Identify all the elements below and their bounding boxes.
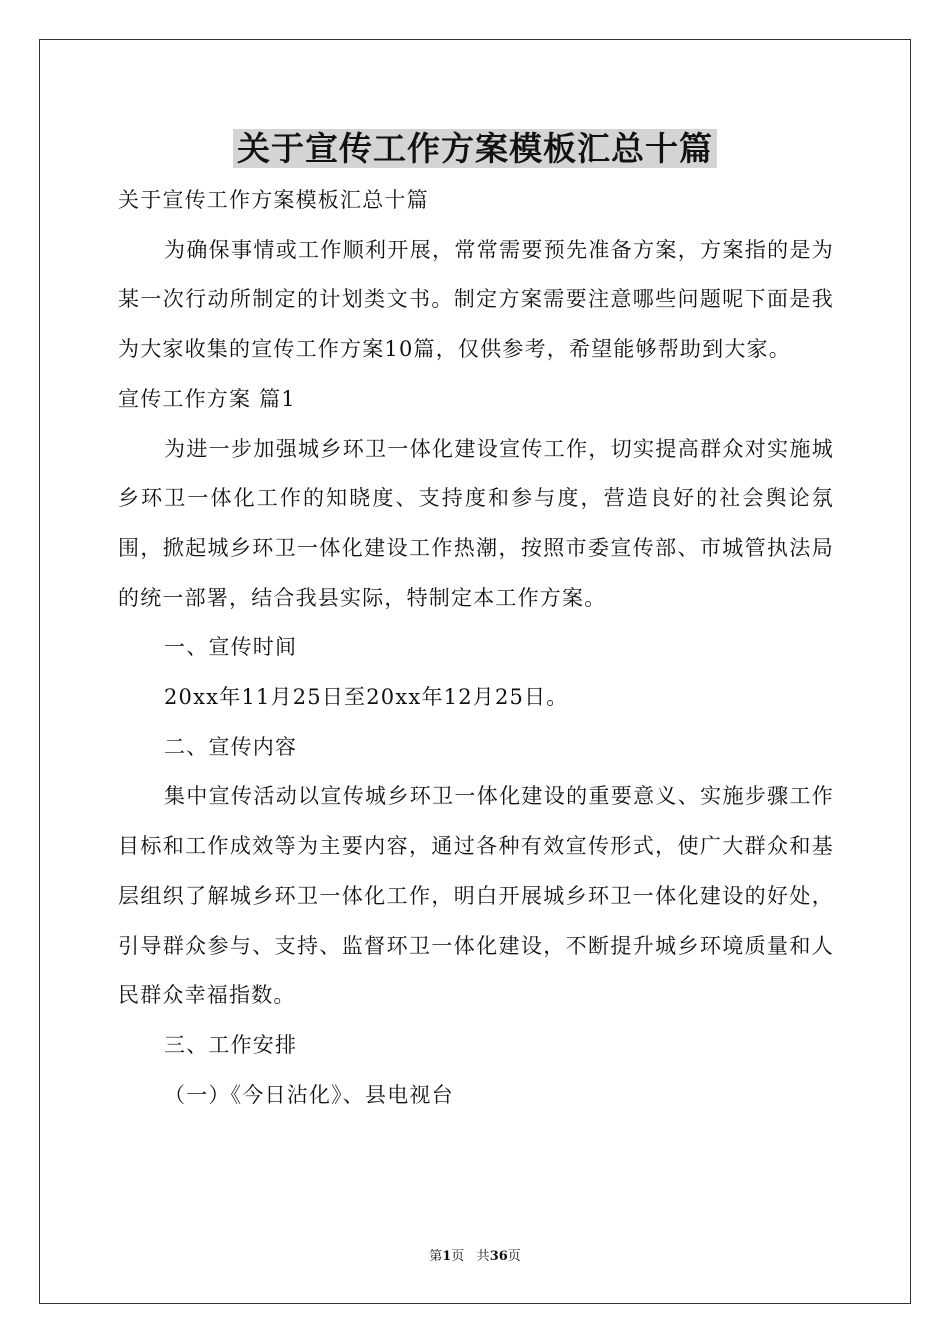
- total-prefix: 共: [476, 1249, 490, 1264]
- paragraph-plan-1-intro: 为进一步加强城乡环卫一体化建设宣传工作，切实提高群众对实施城乡环卫一体化工作的知晓度、支持度和参与度，营造良好的社会舆论氛围，掀起城乡环卫一体化建设工作热潮，按照市委宣传部、市城管执法局的统一部署，结合我县实际，特制定本工作方案。: [118, 436, 834, 610]
- paragraph-intro: 为确保事情或工作顺利开展，常常需要预先准备方案，方案指的是为某一次行动所制定的计划类文书。制定方案需要注意哪些问题呢下面是我为大家收集的宣传工作方案10篇，仅供参考，希望能够帮助到大家。: [118, 237, 834, 362]
- page-number: 1: [442, 1249, 452, 1264]
- document-body: [118, 176, 834, 1120]
- heading-publicity-time: 一、宣传时间: [164, 635, 298, 660]
- document-title-text: 关于宣传工作方案模板汇总十篇: [233, 129, 717, 168]
- paragraph-publicity-content: 集中宣传活动以宣传城乡环卫一体化建设的重要意义、实施步骤工作目标和工作成效等为主要内容，通过各种有效宣传形式，使广大群众和基层组织了解城乡环卫一体化工作，明白开展城乡环卫一体化建设的好处，引导群众参与、支持、监督环卫一体化建设，不断提升城乡环境质量和人民群众幸福指数。: [118, 784, 834, 1008]
- total-pages: 36: [489, 1249, 508, 1264]
- heading-work-arrangement: 三、工作安排: [164, 1032, 298, 1057]
- total-suffix: 页: [507, 1249, 521, 1264]
- section-heading-plan-1: 宣传工作方案 篇1: [118, 386, 296, 411]
- page-prefix: 第: [429, 1249, 443, 1264]
- paragraph-subtitle: 关于宣传工作方案模板汇总十篇: [118, 188, 429, 212]
- document-title: [0, 124, 950, 174]
- subheading-media: （一）《今日沾化》、县电视台: [164, 1082, 454, 1107]
- page-footer: [0, 1247, 950, 1267]
- paragraph-publicity-time: 20xx年11月25日至20xx年12月25日。: [164, 685, 569, 710]
- heading-publicity-content: 二、宣传内容: [164, 734, 298, 759]
- page-suffix: 页: [451, 1249, 465, 1264]
